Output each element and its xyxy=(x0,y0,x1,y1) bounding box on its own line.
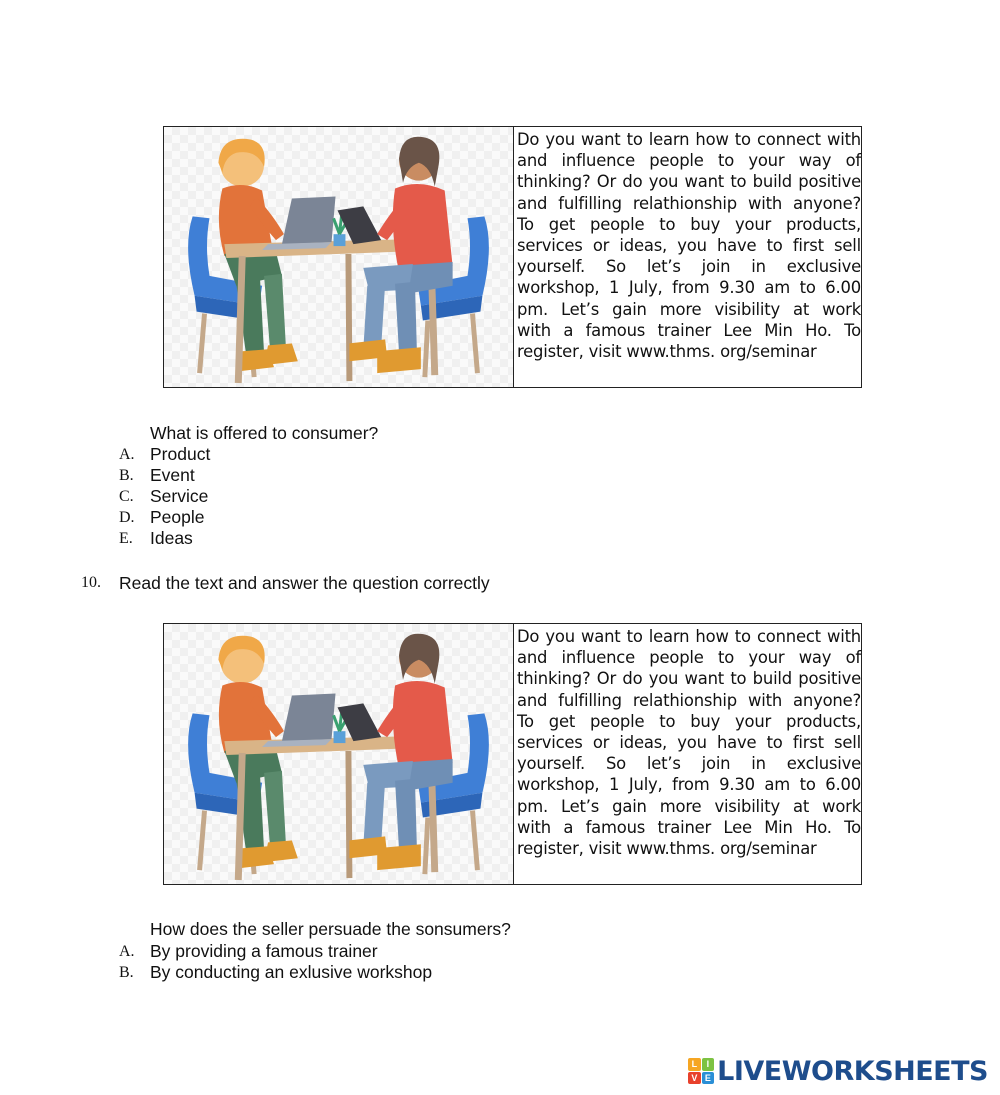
liveworksheets-brand[interactable] xyxy=(688,1054,988,1088)
ad-line: services or ideas, you have to first sell xyxy=(517,236,861,256)
ad-line: and fulfilling relathionship with anyone? xyxy=(517,193,861,213)
advertisement-card xyxy=(163,623,862,885)
advertisement-text xyxy=(514,127,861,387)
workshop-illustration xyxy=(164,127,514,387)
ad-line: and fulfilling relathionship with anyone? xyxy=(517,690,861,710)
option-letter: A. xyxy=(119,943,135,960)
ad-line: register, visit www.thms. org/seminar xyxy=(517,839,817,859)
option-text: People xyxy=(150,507,205,527)
option-letter: E. xyxy=(119,530,133,547)
option-letter: C. xyxy=(119,488,134,505)
question-number: 10. xyxy=(81,574,101,591)
option-letter: B. xyxy=(119,467,134,484)
workshop-illustration xyxy=(164,624,514,884)
ad-line: yourself. So let’s join in exclusive xyxy=(517,257,861,277)
two-people-at-table-illustration xyxy=(164,624,513,884)
advertisement-text xyxy=(514,624,861,884)
ad-line: register, visit www.thms. org/seminar xyxy=(517,342,817,362)
ad-line: Do you want to learn how to connect with xyxy=(517,130,861,149)
brand-name: LIVEWORKSHEETS xyxy=(717,1055,988,1087)
logo-letter: L xyxy=(688,1058,701,1071)
option-letter: B. xyxy=(119,964,134,981)
ad-line: and influence people to your way of xyxy=(517,648,861,668)
option-text: By providing a famous trainer xyxy=(150,941,378,961)
advertisement-card xyxy=(163,126,862,388)
ad-line: services or ideas, you have to first sell xyxy=(517,733,861,753)
question-prompt: How does the seller persuade the sonsumers? xyxy=(150,919,511,939)
option-text: Ideas xyxy=(150,528,193,548)
ad-line: thinking? Or do you want to build positive xyxy=(517,172,861,192)
option-text: Event xyxy=(150,465,195,485)
option-letter: A. xyxy=(119,446,135,463)
ad-line: Do you want to learn how to connect with xyxy=(517,627,861,646)
ad-line: To get people to buy your products, xyxy=(517,711,861,731)
ad-line: pm. Let’s gain more visibility at work xyxy=(517,299,861,319)
question-instruction: Read the text and answer the question correctly xyxy=(119,573,490,593)
question-prompt: What is offered to consumer? xyxy=(150,423,379,443)
ad-line: workshop, 1 July, from 9.30 am to 6.00 xyxy=(517,278,861,298)
ad-line: and influence people to your way of xyxy=(517,151,861,171)
ad-line: with a famous trainer Lee Min Ho. To xyxy=(517,320,861,340)
ad-line: thinking? Or do you want to build positive xyxy=(517,669,861,689)
option-text: By conducting an exlusive workshop xyxy=(150,962,433,982)
ad-line: with a famous trainer Lee Min Ho. To xyxy=(517,817,861,837)
two-people-at-table-illustration xyxy=(164,127,513,387)
logo-letter: V xyxy=(688,1072,701,1085)
ad-line: yourself. So let’s join in exclusive xyxy=(517,754,861,774)
ad-line: To get people to buy your products, xyxy=(517,214,861,234)
logo-letter: E xyxy=(702,1072,715,1085)
ad-line: workshop, 1 July, from 9.30 am to 6.00 xyxy=(517,775,861,795)
ad-line: pm. Let’s gain more visibility at work xyxy=(517,796,861,816)
option-text: Product xyxy=(150,444,211,464)
option-text: Service xyxy=(150,486,209,506)
option-letter: D. xyxy=(119,509,135,526)
logo-letter: I xyxy=(702,1058,715,1071)
liveworksheets-logo-icon xyxy=(688,1058,714,1084)
